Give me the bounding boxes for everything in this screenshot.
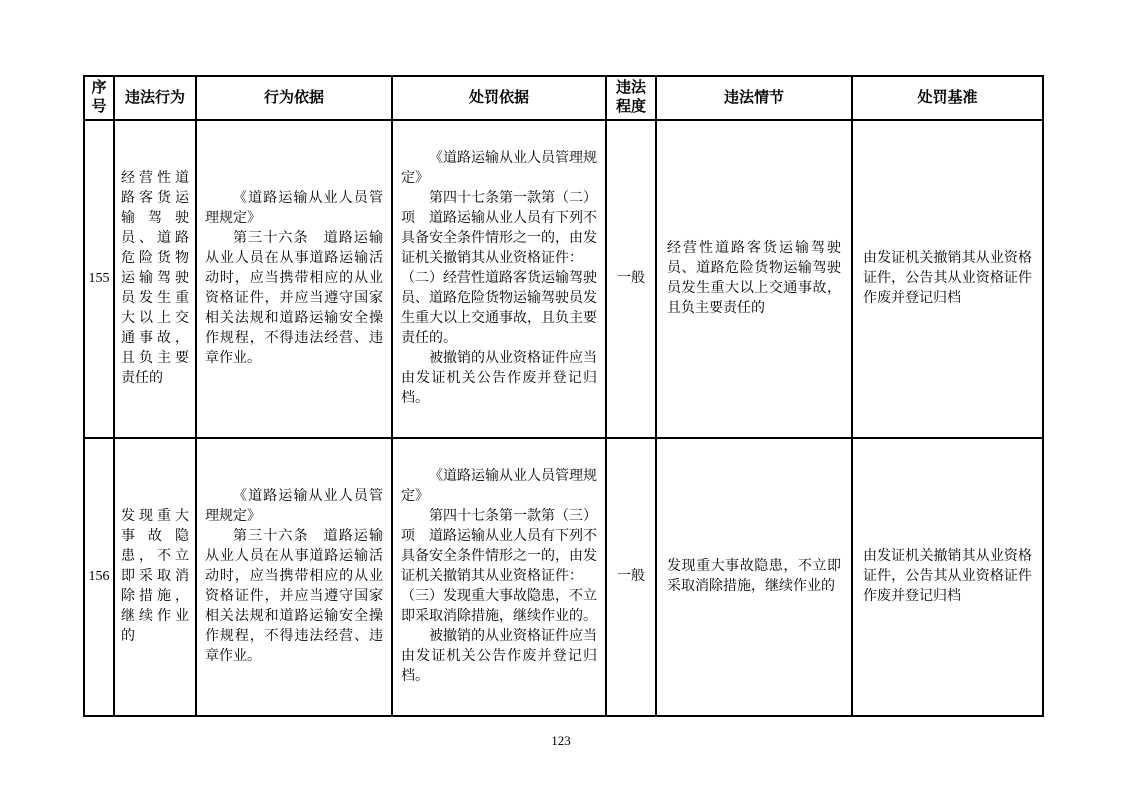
behavior-basis-paragraph: 《道路运输从业人员管理规定》 xyxy=(205,191,383,226)
cell-penalty-benchmark-156: 由发证机关撤销其从业资格证件，公告其从业资格证件作废并登记归档 xyxy=(852,438,1043,716)
behavior-basis-paragraph: 《道路运输从业人员管理规定》 xyxy=(205,489,383,524)
cell-penalty-basis-155 xyxy=(392,120,606,438)
behavior-basis-paragraph: 第三十六条 道路运输从业人员在从事道路运输活动时，应当携带相应的从业资格证件，并应当遵守国家相关法规和道路运输安全操作规程，不得违法经营、违章作业。 xyxy=(205,529,383,664)
cell-illegal-behavior-156: 发现重大事故隐患，不立即采取消除措施，继续作业的 xyxy=(114,438,196,716)
cell-violation-degree-155: 一般 xyxy=(606,120,656,438)
col-header-seq: 序号 xyxy=(84,76,114,120)
penalty-basis-paragraph: （三）发现重大事故隐患，不立即采取消除措施，继续作业的。 xyxy=(401,589,597,624)
col-header-penalty-basis: 处罚依据 xyxy=(392,76,606,120)
cell-seq-156: 156 xyxy=(84,438,114,716)
cell-behavior-basis-155 xyxy=(196,120,392,438)
cell-penalty-basis-156 xyxy=(392,438,606,716)
cell-violation-circumstances-156: 发现重大事故隐患，不立即采取消除措施，继续作业的 xyxy=(656,438,852,716)
page-number: 123 xyxy=(551,733,571,748)
cell-violation-circumstances-155: 经营性道路客货运输驾驶员、道路危险货物运输驾驶员发生重大以上交通事故，且负主要责任的 xyxy=(656,120,852,438)
cell-seq-155: 155 xyxy=(84,120,114,438)
table-row-156 xyxy=(84,438,1043,716)
col-header-behavior-basis: 行为依据 xyxy=(196,76,392,120)
cell-penalty-benchmark-155: 由发证机关撤销其从业资格证件，公告其从业资格证件作废并登记归档 xyxy=(852,120,1043,438)
penalty-basis-paragraph: 第四十七条第一款第（三）项 道路运输从业人员有下列不具备安全条件情形之一的，由发证机关撤销其从业资格证件： xyxy=(401,509,597,584)
cell-behavior-basis-156 xyxy=(196,438,392,716)
penalty-basis-paragraph: 《道路运输从业人员管理规定》 xyxy=(401,469,597,504)
penalty-basis-paragraph: （二）经营性道路客货运输驾驶员、道路危险货物运输驾驶员发生重大以上交通事故，且负主要责任的。 xyxy=(401,271,597,346)
penalty-basis-paragraph: 被撤销的从业资格证件应当由发证机关公告作废并登记归档。 xyxy=(401,351,597,406)
col-header-violation-degree: 违法程度 xyxy=(606,76,656,120)
penalty-standards-table xyxy=(83,75,1044,717)
col-header-penalty-benchmark: 处罚基准 xyxy=(852,76,1043,120)
cell-violation-degree-156: 一般 xyxy=(606,438,656,716)
penalty-basis-paragraph: 《道路运输从业人员管理规定》 xyxy=(401,151,597,186)
col-header-illegal-behavior: 违法行为 xyxy=(114,76,196,120)
penalty-basis-paragraph: 第四十七条第一款第（二）项 道路运输从业人员有下列不具备安全条件情形之一的，由发证机关撤销其从业资格证件： xyxy=(401,191,597,266)
penalty-basis-paragraph: 被撤销的从业资格证件应当由发证机关公告作废并登记归档。 xyxy=(401,629,597,684)
col-header-violation-circumstances: 违法情节 xyxy=(656,76,852,120)
table-header-row xyxy=(84,76,1043,120)
cell-illegal-behavior-155: 经营性道路客货运输驾驶员、道路危险货物运输驾驶员发生重大以上交通事故，且负主要责任的 xyxy=(114,120,196,438)
table-row-155 xyxy=(84,120,1043,438)
behavior-basis-paragraph: 第三十六条 道路运输从业人员在从事道路运输活动时，应当携带相应的从业资格证件，并应当遵守国家相关法规和道路运输安全操作规程，不得违法经营、违章作业。 xyxy=(205,231,383,366)
